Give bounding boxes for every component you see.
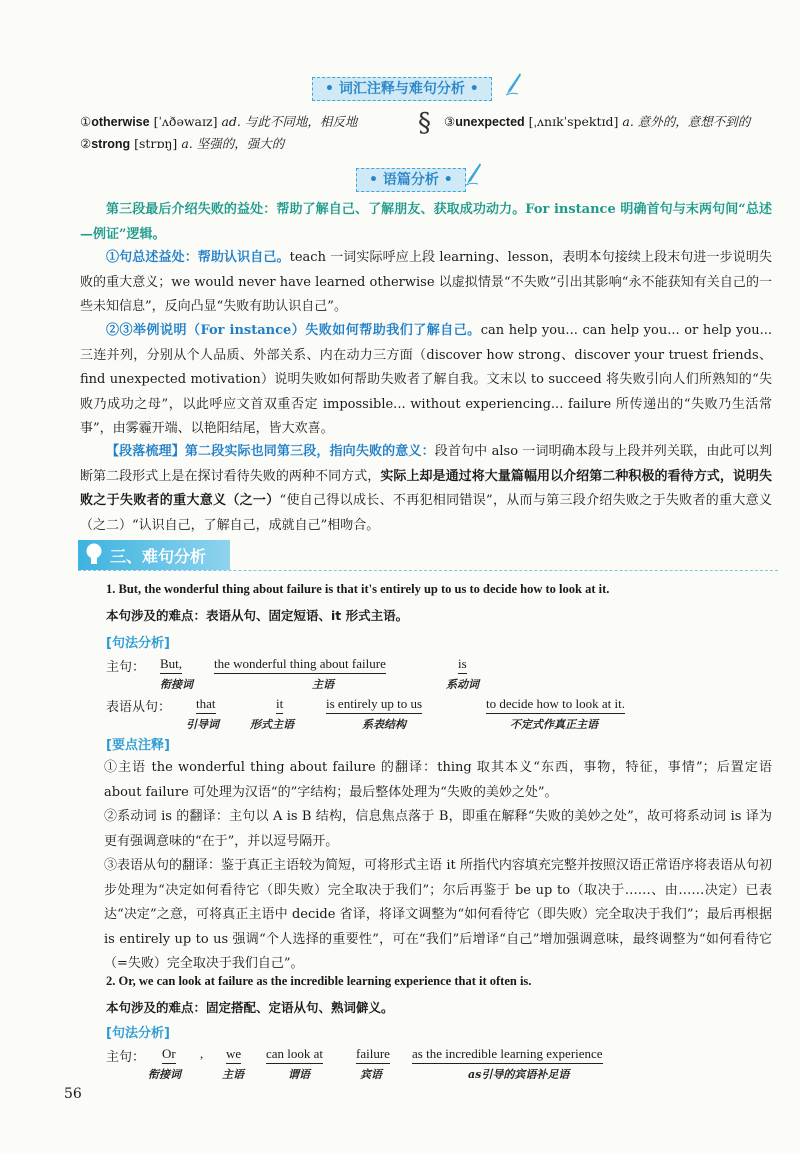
section-3-title: 三、难句分析 [110, 547, 207, 566]
vocab-entry-3: ③unexpected [ˌʌnɪkˈspektɪd] a. 意外的，意想不到的 [444, 114, 751, 129]
pen-icon [464, 162, 482, 186]
text-banner-title: 语篇分析 [382, 172, 439, 188]
sentence-2: 2. Or, we can look at failure as the incredible learning experience that it often is. [106, 974, 532, 988]
banner-dot-right: • [464, 81, 479, 97]
word-failure: failure [356, 1046, 390, 1064]
brace-divider: § [418, 108, 431, 138]
vocab-banner-title: 词汇注释与难句分析 [338, 81, 465, 97]
label-linking-verb: 系动词 [446, 678, 479, 691]
note-1: ①主语 the wonderful thing about failure 的翻译：thing 取其本义“东西，事物，特征，事情”；后置定语 about failure 可处理为汉语“的”字结构；最后整体处理为“失败的美妙之处”。 [104, 760, 772, 800]
pen-icon [504, 72, 522, 96]
sentence-1-difficulty: 本句涉及的难点：表语从句、固定短语、it 形式主语。 [106, 608, 409, 623]
word-to-decide: to decide how to look at it. [486, 696, 625, 714]
word-entirely: is entirely up to us [326, 696, 422, 714]
word-as-phrase: as the incredible learning experience [412, 1046, 603, 1064]
label-object: 宾语 [360, 1068, 382, 1081]
word-subject: the wonderful thing about failure [214, 656, 386, 674]
word-or: Or [162, 1046, 176, 1064]
label-subject-2: 主语 [222, 1068, 244, 1081]
sentence-1: 1. But, the wonderful thing about failure is that it's entirely up to us to decide how to look at it. [106, 582, 610, 596]
syntax-tag-2: [句法分析] [106, 1026, 170, 1041]
analysis-paragraph-3: 【段落梳理】第二段实际也同第三段，指向失败的意义：段首句中 also 一词明确本段与上段并列关联，由此可以判断第二段形式上是在探讨看待失败的两种不同方式，实际上却是通过将大量篇幅用以介绍第二种积极的看待方式，说明失败之于失败者的重大意义（之一）“使自己得以成长、不再犯相同错误”，从而与第三段介绍失败之于失败者的重大意义（之二）“认识自己，了解自己，成就自己”相吻合。 [80, 444, 772, 533]
note-2: ②系动词 is 的翻译：主句以 A is B 结构，信息焦点落于 B，即重在解释“失败的美妙之处”，故可将系动词 is 译为更有强调意味的“在于”，并以逗号隔开。 [104, 809, 772, 849]
page-number: 56 [64, 1086, 82, 1102]
label-complement: as引导的宾语补足语 [468, 1068, 570, 1081]
word-it: it [276, 696, 283, 714]
text-banner: • 语篇分析 • [356, 168, 466, 192]
word-but: But, [160, 656, 182, 674]
word-comma: , [200, 1046, 204, 1061]
summary-paragraph: 第三段最后介绍失败的益处：帮助了解自己、了解朋友、获取成功动力。For instance 明确首句与末两句间“总述—例证”逻辑。 [80, 202, 772, 242]
label-copula-structure: 系表结构 [362, 718, 406, 731]
vocab-banner [312, 77, 492, 101]
banner-dot-left: • [325, 81, 339, 97]
sentence-2-difficulty: 本句涉及的难点：固定搭配、定语从句、熟词僻义。 [106, 1000, 394, 1015]
label-introducer: 引导词 [186, 718, 219, 731]
main-clause-label-2: 主句： [106, 1050, 146, 1065]
lightbulb-icon [82, 540, 106, 570]
main-clause-label: 主句： [106, 660, 146, 675]
label-infinitive-subject: 不定式作真正主语 [510, 718, 598, 731]
predicative-clause-label: 表语从句： [106, 700, 172, 715]
label-subject: 主语 [312, 678, 334, 691]
note-3: ③表语从句的翻译：鉴于真正主语较为简短，可将形式主语 it 所指代内容填充完整并按照汉语正常语序将表语从句初步处理为“决定如何看待它（即失败）完全取决于我们”；尔后再鉴于 be up to（取决于……、由……决定）已表达“决定”之意，可将真正主语中 decide 省译，将译文调整为“如何看待它（即失败）完全取决于我们”；最后再根据 is entirely up to us 强调“个人选择的重要性”，可在“我们”后增译“自己”增加强调意味，最终调整为“如何看待它（=失败）完全取决于我们自己”。 [104, 858, 772, 971]
word-that: that [196, 696, 216, 714]
notes-tag: [要点注释] [106, 738, 170, 753]
vocab-entry-1: ①otherwise [ˈʌðəwaɪz] ad. 与此不同地，相反地 [80, 114, 358, 129]
word-is: is [458, 656, 467, 674]
analysis-paragraph-1: ①句总述益处：帮助认识自己。teach 一词实际呼应上段 learning、lesson，表明本句接续上段末句进一步说明失败的重大意义；we would never have learned otherwise 以虚拟情景“不失败”引出其影响“永不能获知有关自己的一些未知信息”，反向凸显“失败有助认识自己”。 [80, 250, 772, 314]
word-can-look-at: can look at [266, 1046, 323, 1064]
label-connector: 衔接词 [160, 678, 193, 691]
label-predicate: 谓语 [288, 1068, 310, 1081]
word-we: we [226, 1046, 241, 1064]
analysis-paragraph-2: ②③举例说明（For instance）失败如何帮助我们了解自己。can help you... can help you... or help you... 三连并列，分别从个人品质、外部关系、内在动力三方面（discover how strong、discover your truest friends、find unexpected motivation）说明失败如何帮助失败者了解自我。文末以 to succeed 将失败引向人们所熟知的“失败乃成功之母”，以此呼应文首双重否定 impossible... without experiencing... failure 所传递出的“失败乃生活常事”，由雾霾开端、以艳阳结尾，皆大欢喜。 [80, 323, 772, 436]
section-3-divider [78, 570, 778, 571]
label-connector-2: 衔接词 [148, 1068, 181, 1081]
vocab-entry-2: ②strong [strɒŋ] a. 坚强的，强大的 [80, 136, 285, 151]
syntax-tag: [句法分析] [106, 636, 170, 651]
label-formal-subject: 形式主语 [250, 718, 294, 731]
